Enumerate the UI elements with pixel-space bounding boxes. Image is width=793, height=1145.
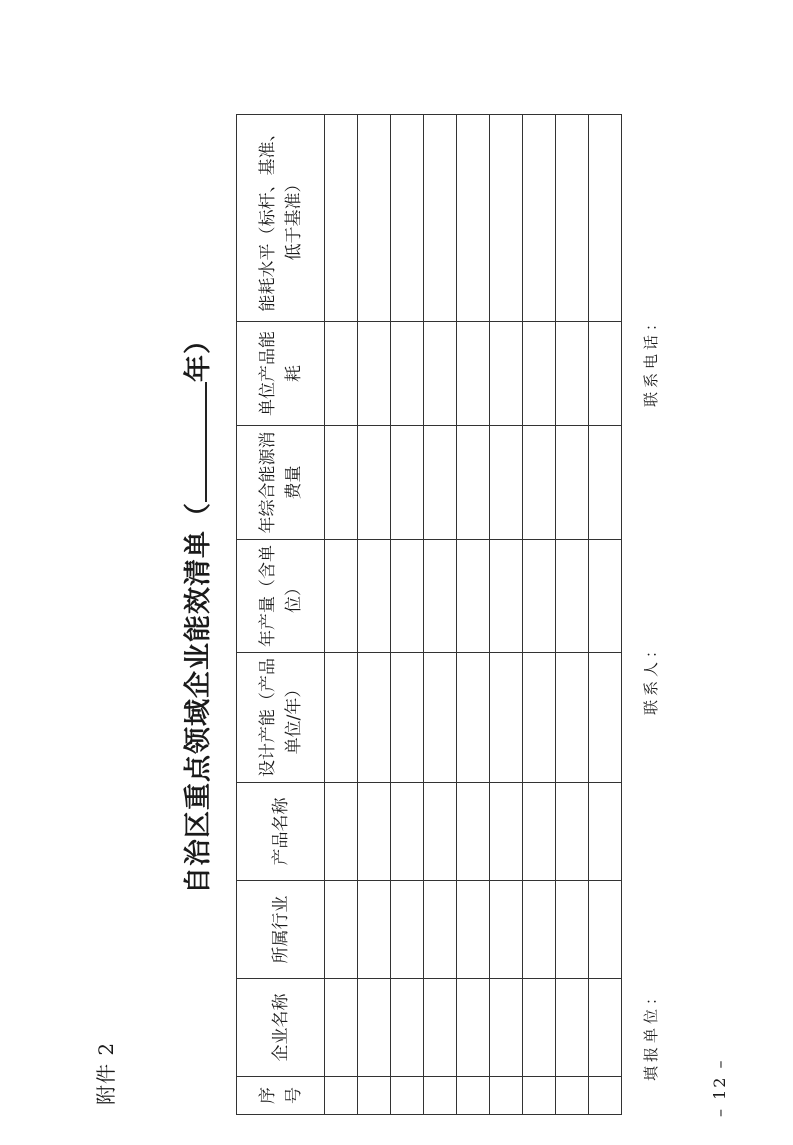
column-header: 产品名称 [237,783,325,881]
table-cell [358,322,391,426]
page-title [176,75,215,1145]
attachment-label: 附件 2 [94,1041,118,1105]
table-cell [589,115,622,322]
table-cell [556,881,589,979]
table-row [457,115,490,1115]
table-cell [325,426,358,540]
table-cell [589,979,622,1077]
table-cell [325,783,358,881]
table-cell [556,1077,589,1115]
table-cell [391,1077,424,1115]
column-header: 单位产品能耗 [237,322,325,426]
table-cell [358,653,391,783]
table-cell [325,322,358,426]
table-row [523,115,556,1115]
table-cell [391,426,424,540]
table-cell [556,115,589,322]
table-row [325,115,358,1115]
page-number: – 12 – [710,1058,729,1117]
table-cell [325,540,358,653]
table-cell [556,322,589,426]
table-cell [424,653,457,783]
table-cell [589,426,622,540]
table-cell [325,979,358,1077]
table-cell [457,979,490,1077]
table-cell [457,426,490,540]
table-cell [358,881,391,979]
table-cell [457,540,490,653]
table-cell [358,426,391,540]
table-cell [523,1077,556,1115]
table-cell [424,115,457,322]
table-cell [424,979,457,1077]
table-cell [457,1077,490,1115]
table-row [358,115,391,1115]
table-row [589,115,622,1115]
table-cell [523,426,556,540]
column-header: 年产量（含单位） [237,540,325,653]
table-cell [589,322,622,426]
table-cell [391,979,424,1077]
table-cell [589,540,622,653]
table-cell [391,322,424,426]
year-blank [183,382,207,502]
table-cell [457,115,490,322]
table-cell [523,115,556,322]
title-prefix: 自治区重点领域企业能效清单（ [183,502,214,894]
table-cell [556,426,589,540]
contact-phone-label: 联系电话： [642,311,660,407]
table-cell [391,540,424,653]
table-cell [391,783,424,881]
table-cell [490,653,523,783]
table-cell [424,881,457,979]
table-cell [490,1077,523,1115]
table-cell [391,881,424,979]
title-suffix: 年） [183,326,214,382]
table-cell [556,979,589,1077]
table-cell [325,1077,358,1115]
landscape-page [48,75,768,1145]
table-cell [325,653,358,783]
table-cell [457,653,490,783]
table-cell [490,115,523,322]
column-header: 企业名称 [237,979,325,1077]
column-header: 能耗水平（标杆、基准、低于基准） [237,115,325,322]
table-cell [523,979,556,1077]
table-cell [589,653,622,783]
table-cell [424,426,457,540]
header-row [237,115,325,1115]
table-cell [391,653,424,783]
table-cell [490,426,523,540]
table-cell [589,881,622,979]
table-cell [391,115,424,322]
table-cell [424,783,457,881]
table-cell [424,322,457,426]
table-cell [589,1077,622,1115]
table-cell [523,540,556,653]
column-header: 所属行业 [237,881,325,979]
table-row [391,115,424,1115]
table-cell [457,881,490,979]
table-cell [523,322,556,426]
column-header: 设计产能（产品单位/年） [237,653,325,783]
column-header: 序号 [237,1077,325,1115]
table-cell [490,783,523,881]
table-cell [523,653,556,783]
table-cell [589,783,622,881]
table-cell [556,653,589,783]
table-cell [556,540,589,653]
table-cell [358,1077,391,1115]
table-cell [424,540,457,653]
table-cell [556,783,589,881]
table-cell [424,1077,457,1115]
table-row [424,115,457,1115]
table-cell [490,322,523,426]
table-cell [490,979,523,1077]
table-cell [325,115,358,322]
table-cell [358,540,391,653]
table-cell [457,322,490,426]
table-cell [523,783,556,881]
energy-efficiency-table [236,114,622,1115]
table-cell [358,979,391,1077]
table-cell [457,783,490,881]
table-cell [358,115,391,322]
reporting-unit-label: 填报单位： [642,985,660,1081]
table-row [556,115,589,1115]
contact-person-label: 联系人： [642,638,660,715]
table-body [325,115,622,1115]
table-cell [490,540,523,653]
table-cell [325,881,358,979]
table-cell [523,881,556,979]
column-header: 年综合能源消费量 [237,426,325,540]
table-row [490,115,523,1115]
table-cell [490,881,523,979]
table-cell [358,783,391,881]
